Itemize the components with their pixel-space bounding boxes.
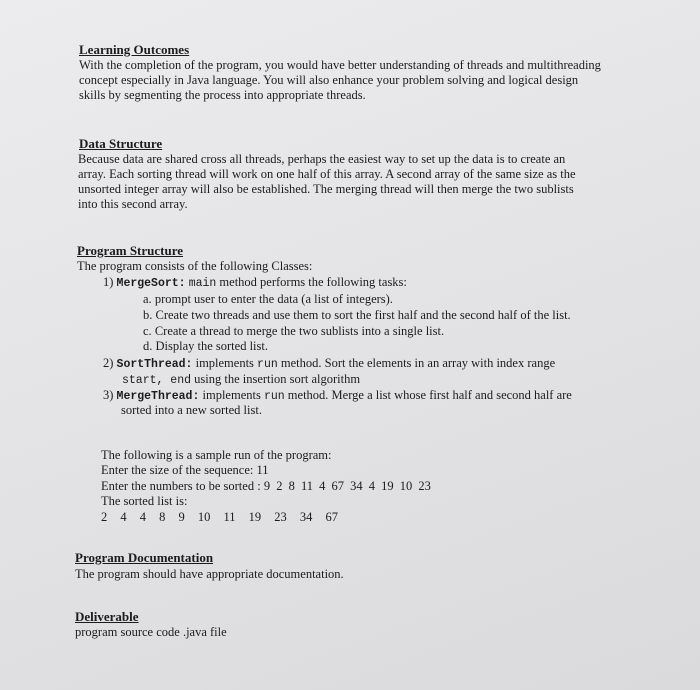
subitem-c [143, 324, 444, 339]
sorted-value: 11 [223, 510, 236, 524]
sorted-value: 4 [139, 510, 146, 524]
program-structure-heading: Program Structure [77, 243, 184, 258]
sorted-value: 67 [325, 510, 339, 524]
subitem-letter: a. [143, 292, 152, 306]
sorted-value: 4 [120, 510, 127, 524]
learning-outcomes-line: With the completion of the program, you would have better understanding of threads and multithreading [79, 58, 601, 72]
subitem-a [143, 292, 393, 307]
learning-outcomes-line: skills by segmenting the process into appropriate threads. [79, 88, 366, 102]
class-item-mergethread [103, 388, 572, 404]
class-name: MergeSort: [116, 277, 186, 290]
code-term: main [188, 277, 217, 290]
subitem-letter: c. [143, 324, 152, 338]
learning-outcomes-line: concept especially in Java language. You will also enhance your problem solving and logical design [79, 73, 579, 87]
item-number: 1) [103, 275, 114, 289]
item-text: implements [195, 356, 254, 370]
numbers-prompt: Enter the numbers to be sorted : [101, 479, 261, 493]
class-name: MergeThread: [116, 390, 200, 403]
program-documentation-heading: Program Documentation [75, 550, 214, 565]
program-documentation-text: The program should have appropriate documentation. [75, 567, 344, 581]
code-term: start, end [122, 374, 192, 387]
data-structure-line: array. Each sorting thread will work on one half of this array. A second array of the same size as the [78, 167, 576, 181]
subitem-letter: d. [143, 339, 153, 353]
class-name: SortThread: [116, 358, 193, 371]
sorted-value: 34 [299, 510, 313, 524]
data-structure-heading: Data Structure [79, 136, 163, 151]
program-structure-intro: The program consists of the following Classes: [77, 259, 313, 273]
item-number: 2) [103, 356, 114, 370]
data-structure-line: unsorted integer array will also be established. The merging thread will then merge the two sublists [78, 182, 574, 196]
data-structure-line: Because data are shared cross all threads, perhaps the easiest way to set up the data is to create an [78, 152, 566, 166]
sorted-value: 10 [197, 510, 211, 524]
item-text: method. Sort the elements in an array with index range [280, 356, 556, 370]
item-text: using the insertion sort algorithm [194, 372, 361, 386]
deliverable-text: program source code .java file [75, 625, 227, 639]
sample-size-line [101, 463, 269, 478]
subitem-d [143, 339, 268, 354]
sorted-value: 2 [101, 510, 108, 524]
class-item-sortthread-cont [122, 372, 360, 388]
sorted-value: 23 [274, 510, 287, 524]
deliverable-heading: Deliverable [75, 609, 139, 624]
size-prompt: Enter the size of the sequence: [101, 463, 254, 477]
subitem-text: Display the sorted list. [155, 339, 268, 353]
data-structure-line: into this second array. [78, 197, 188, 211]
class-item-sortthread [103, 356, 555, 372]
subitem-text: prompt user to enter the data (a list of integers). [154, 292, 393, 306]
sorted-value: 9 [178, 510, 185, 524]
numbers-value: 9 2 8 11 4 67 34 4 19 10 23 [263, 479, 431, 493]
sample-run-intro: The following is a sample run of the program: [101, 448, 332, 462]
sorted-value: 19 [248, 510, 262, 524]
size-value: 11 [256, 463, 269, 477]
class-item-mergethread-cont: sorted into a new sorted list. [121, 403, 262, 417]
item-text: implements [202, 388, 261, 402]
subitem-text: Create two threads and use them to sort the first half and the second half of the list. [155, 308, 571, 322]
subitem-text: Create a thread to merge the two sublists into a single list. [154, 324, 445, 338]
subitem-b [143, 308, 571, 323]
code-term: run [263, 390, 285, 403]
code-term: run [257, 358, 278, 371]
item-text: method performs the following tasks: [219, 275, 407, 289]
item-number: 3) [103, 388, 114, 402]
learning-outcomes-heading: Learning Outcomes [79, 42, 190, 57]
sorted-values [101, 510, 348, 525]
sample-numbers-line [101, 479, 431, 494]
class-item-mergesort [103, 275, 407, 291]
sorted-label: The sorted list is: [101, 494, 188, 508]
subitem-letter: b. [143, 308, 153, 322]
sorted-value: 8 [159, 510, 166, 524]
item-text: method. Merge a list whose first half and second half are [287, 388, 572, 402]
